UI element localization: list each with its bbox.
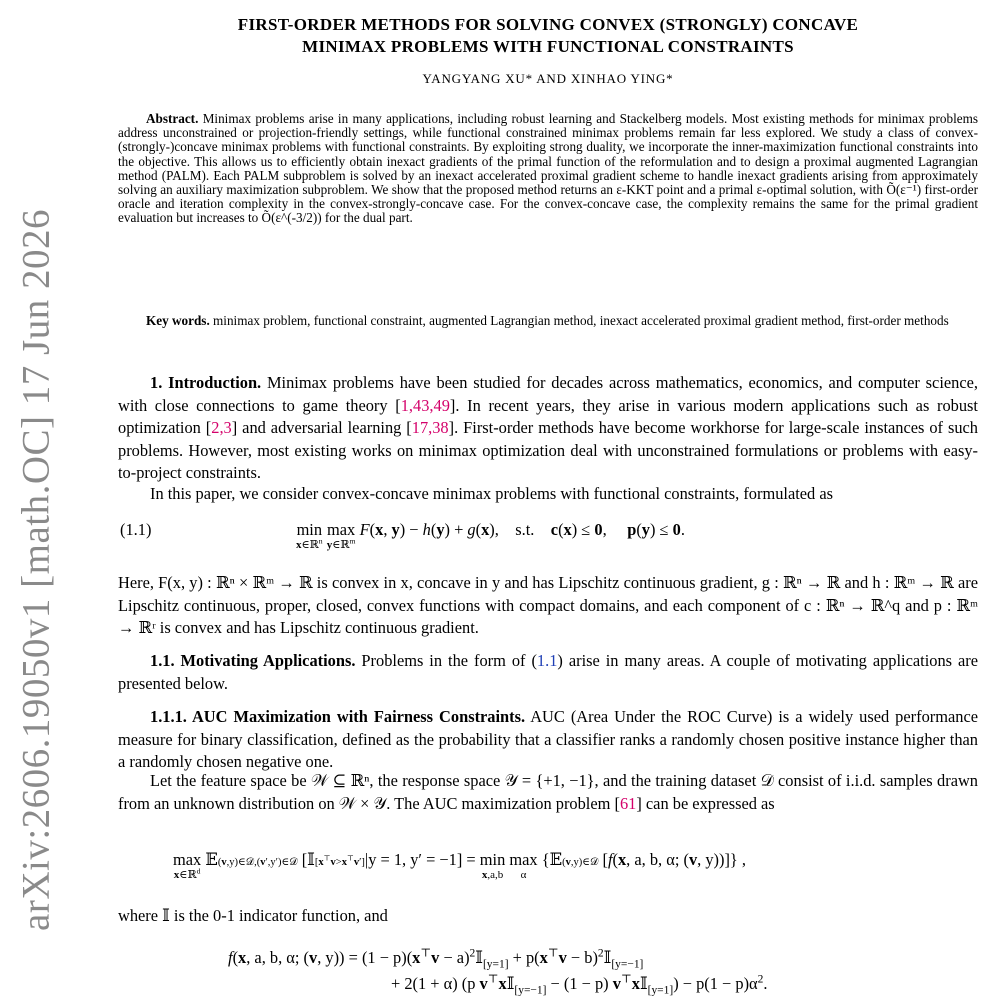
authors: YANGYANG XU* AND XINHAO YING* bbox=[422, 71, 674, 86]
motivating-applications-paragraph bbox=[118, 650, 978, 695]
keywords bbox=[118, 313, 978, 329]
equation-label: (1.1) bbox=[120, 520, 152, 539]
abstract-text: Minimax problems arise in many applications, including robust learning and Stackelberg models. Most existing methods for minimax problems address unconstrained or projection-friendly settings, while functional constrained minimax problems remain far less explored. We study a class of convex-(strongly-)concave minimax problems with functional constraints. By exploiting strong duality, we incorporate the inner-maximization functional constraints into the objective. This allows us to efficiently obtain inexact gradients of the primal function of the reformulation and to design a proximal augmented Lagrangian method (PALM). Each PALM subproblem is solved by an inexact accelerated proximal gradient scheme to handle inexact gradients arising from approximately solving an auxiliary maximization subproblem. We show that the proposed method returns an ε-KKT point and a primal ε-optimal solution, with Õ(ε⁻¹) first-order oracle and iteration complexity in the convex-strongly-concave case. For the convex-concave case, the complexity remains the same for the primal gradient evaluation but increases to Õ(ε^(-3/2)) for the dual part. bbox=[118, 111, 979, 226]
intro-text: Minimax problems have been studied for decades across mathematics, economics, and computer science, with close connections to game theory [ bbox=[118, 373, 978, 415]
feature-space-text: ] can be expressed as bbox=[636, 793, 775, 813]
assumptions-paragraph: Here, F(x, y) : ℝⁿ × ℝᵐ → ℝ is convex in x, concave in y and has Lipschitz continuous gradient, g : ℝⁿ → ℝ and h : ℝᵐ → ℝ are Lipschitz continuous, proper, closed, convex functions with compact domains, and each component of c : ℝⁿ → ℝ^q and p : ℝᵐ → ℝʳ is convex and has Lipschitz continuous gradient. bbox=[118, 573, 978, 637]
motiv-text: ) arise in many areas. A couple of motivating applications are presented below. bbox=[118, 651, 978, 693]
intro-text: ] and adversarial learning [ bbox=[231, 418, 412, 437]
abstract-label: Abstract. bbox=[146, 111, 199, 126]
motiv-text: Problems in the form of ( bbox=[361, 651, 537, 670]
citation-link[interactable]: 1,43,49 bbox=[400, 395, 450, 415]
keywords-text: minimax problem, functional constraint, augmented Lagrangian method, inexact accelerated proximal gradient method, first-order methods bbox=[213, 313, 949, 328]
feature-space-paragraph bbox=[118, 770, 978, 815]
auc-loss-equation bbox=[228, 945, 767, 997]
abstract bbox=[118, 112, 978, 226]
title-line-1: FIRST-ORDER METHODS FOR SOLVING CONVEX (STRONGLY) CONCAVE bbox=[237, 15, 859, 34]
auc-text: AUC (Area Under the ROC Curve) is a widely used performance measure for binary classification, defined as the probability that a classifier ranks a randomly chosen positive instance higher than a randomly chosen negative one. bbox=[118, 707, 978, 771]
indicator-definition-text: where 𝕀 is the 0-1 indicator function, and bbox=[118, 906, 388, 925]
intro-text: ]. In recent years, they arise in various modern applications such as robust optimization [ bbox=[118, 395, 978, 437]
equation-1-1 bbox=[118, 520, 978, 554]
title-line-2: MINIMAX PROBLEMS WITH FUNCTIONAL CONSTRAINTS bbox=[302, 37, 794, 56]
auc-paragraph bbox=[118, 706, 978, 774]
arxiv-identifier: arXiv:2606.19050v1 [math.OC] 17 Jun 2026 bbox=[14, 209, 58, 931]
equation-line-2: + 2(1 + α) (p v⊤x𝕀$_{[y=-1]}$ − (1 − p) v⊤x𝕀$_{[y=1]}$) − $p(1 - p)\alpha^2$. bbox=[391, 973, 768, 997]
auc-heading: 1.1.1. AUC Maximization with Fairness Constraints. bbox=[150, 707, 526, 726]
auc-maximization-equation: max x∈ℝ$^d$ 𝔼(v,y)∈𝒟,(v′,y′)∈𝒟 [𝕀[x⊤v>x⊤v′]|y = 1, y′ = −1] = min x,a,b max α {𝔼(v,y)∈𝒟 [f(x, a, b, α; (v, y))]} , bbox=[173, 850, 746, 881]
motivating-heading: 1.1. Motivating Applications. bbox=[150, 651, 356, 670]
paper-title bbox=[118, 14, 978, 58]
problem-statement-paragraph: In this paper, we consider convex-concave minimax problems with functional constraints, formulated as bbox=[150, 484, 833, 503]
feature-space-text: Let the feature space be 𝒲 ⊆ ℝⁿ, the response space 𝒴 = {+1, −1}, and the training dataset 𝒟 consist of i.i.d. samples drawn from an unknown distribution on 𝒲 × 𝒴. The AUC maximization problem [ bbox=[118, 771, 978, 813]
citation-link[interactable]: 17,38 bbox=[411, 418, 449, 437]
citation-link[interactable]: 61 bbox=[619, 793, 637, 813]
keywords-label: Key words. bbox=[146, 313, 210, 328]
equation-body: min x∈ℝ$^n$ max y∈ℝ$^m$ F(x, y) − h(y) + g(x), s.t. c(x) ≤ 0, p(y) ≤ 0. bbox=[296, 520, 685, 551]
citation-link[interactable]: 2,3 bbox=[211, 418, 232, 437]
equation-line-1: f(x, a, b, α; (v, $y)) = (1 - p)(x^⊤v - a)^2𝕀_{[y=1]} + p(x^⊤v$ − $b)^2𝕀_{[y=-1]}$ bbox=[228, 947, 644, 971]
intro-text: ]. First-order methods have become workhorse for large-scale instances of such problems. However, most existing works on minimax optimization deal with unconstrained formulations or problems with easy-to-project constraints. bbox=[118, 418, 978, 482]
intro-heading: 1. Introduction. bbox=[150, 373, 262, 392]
such-that-text: s.t. bbox=[515, 520, 535, 539]
equation-reference-link[interactable]: 1.1 bbox=[536, 651, 558, 670]
introduction-paragraph bbox=[118, 372, 978, 485]
